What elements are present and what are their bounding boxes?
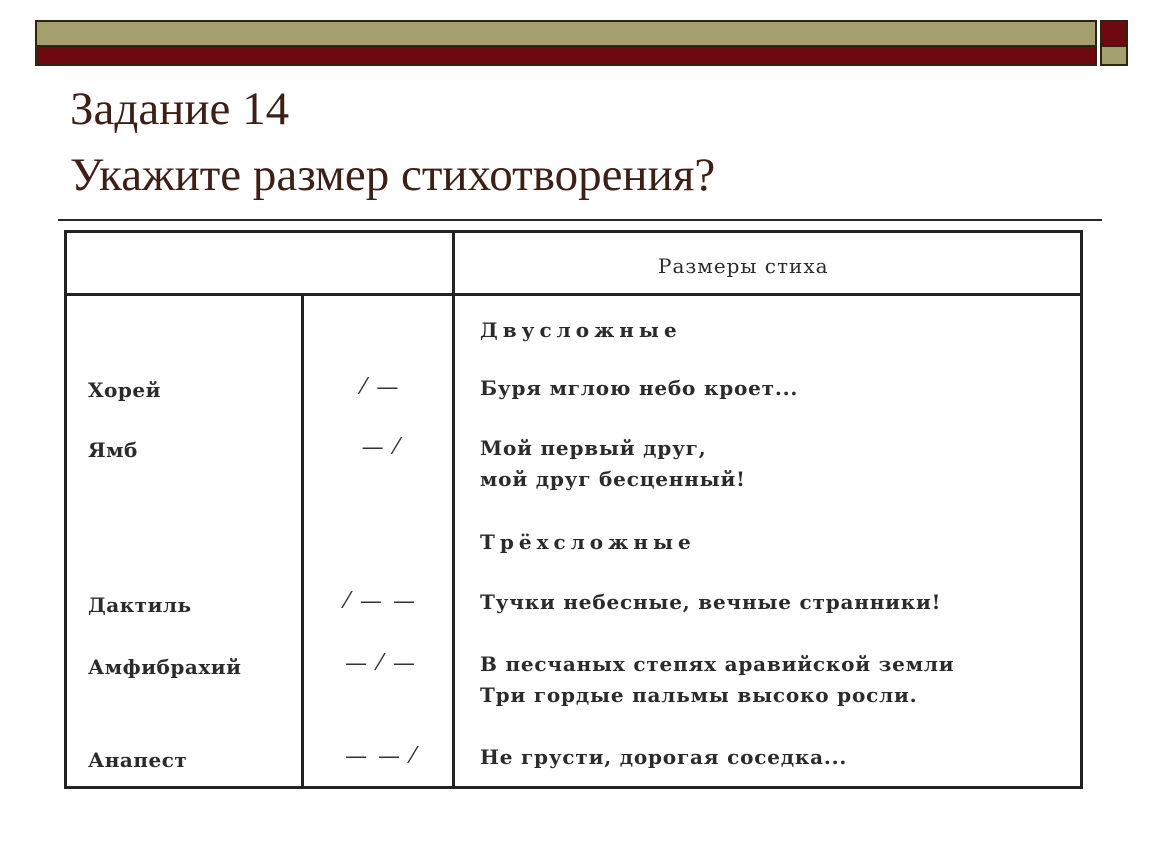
meter-example-anapest: Не грусти, дорогая соседка... — [480, 745, 848, 769]
meter-scheme-daktil: ⁄ — — — [345, 589, 417, 614]
meter-scheme-amfibrakhii: — ⁄ — — [345, 651, 417, 676]
header-bar-maroon — [35, 47, 1097, 66]
table-header: Размеры стиха — [658, 254, 829, 278]
group-three-syllable: Трёхсложные — [480, 530, 696, 554]
slide-title: Задание 14 — [70, 83, 290, 135]
meter-name-khorei: Хорей — [88, 378, 161, 402]
header-bar-olive — [35, 20, 1097, 47]
group-two-syllable: Двусложные — [480, 318, 682, 342]
meter-scheme-anapest: — — ⁄ — [345, 744, 417, 769]
meter-name-daktil: Дактиль — [88, 593, 192, 617]
meter-name-yamb: Ямб — [88, 438, 138, 462]
meter-scheme-yamb: — ⁄ — [361, 435, 401, 460]
corner-square-maroon — [1100, 20, 1128, 47]
meter-example-yamb-line1: Мой первый друг, — [480, 436, 707, 460]
title-divider — [58, 219, 1102, 221]
meter-scheme-khorei: ⁄ — — [361, 375, 401, 400]
corner-square-olive — [1100, 47, 1128, 66]
meter-example-khorei: Буря мглою небо кроет... — [480, 376, 799, 400]
meter-example-amfibrakhii-line1: В песчаных степях аравийской земли — [480, 652, 955, 676]
meter-table — [64, 230, 1083, 789]
meter-example-amfibrakhii-line2: Три гордые пальмы высоко росли. — [480, 683, 918, 707]
slide-question: Укажите размер стихотворения? — [70, 149, 716, 201]
meter-name-amfibrakhii: Амфибрахий — [88, 655, 242, 679]
table-divider-main — [452, 230, 455, 789]
meter-example-yamb-line2: мой друг бесценный! — [480, 467, 746, 491]
table-header-divider — [64, 293, 1083, 296]
meter-example-daktil: Тучки небесные, вечные странники! — [480, 590, 942, 614]
table-divider-scheme — [301, 293, 304, 789]
meter-name-anapest: Анапест — [88, 748, 188, 772]
